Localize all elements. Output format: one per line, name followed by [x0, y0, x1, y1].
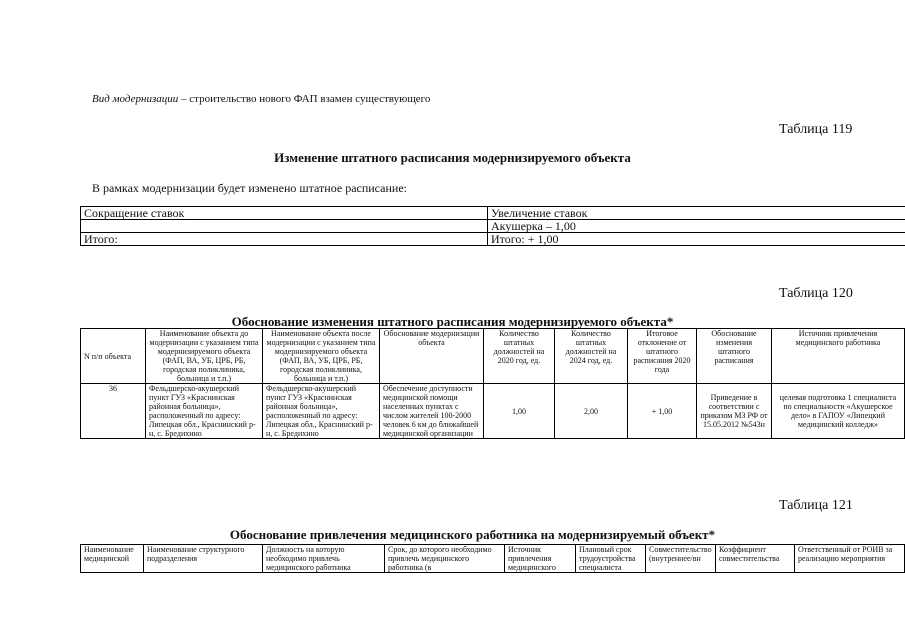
table-cell: целевая подготовка 1 специалиста по специальности «Акушерское дело» в ГАПОУ «Липецкий медицинский колледж»: [772, 384, 905, 439]
table-header-row: [81, 329, 905, 384]
table-cell: 36: [81, 384, 146, 439]
table-119-title: Изменение штатного расписания модернизируемого объекта: [274, 150, 631, 165]
column-header: Совместительство (внутреннее/вн: [646, 545, 716, 573]
table-cell: Итого: + 1,00: [488, 233, 905, 246]
staffing-change-table: [80, 206, 905, 246]
column-header: N п/п объекта: [81, 329, 146, 384]
modernization-type-line: [92, 93, 430, 105]
table-cell: Фельдшерско-акушерский пункт ГУЗ «Краснинская районная больница», расположенный по адресу: Липецкая обл., Краснинский р-н, с. Бредихино: [263, 384, 380, 439]
table-119-intro-text: В рамках модернизации будет изменено штатное расписание:: [92, 181, 407, 195]
column-header: Обоснование изменения штатного расписания: [697, 329, 772, 384]
column-header: Источник привлечения медицинского работника: [772, 329, 905, 384]
table-cell: [81, 220, 488, 233]
table-cell: Итого:: [81, 233, 488, 246]
column-header: Количество штатных должностей на 2024 год, ед.: [555, 329, 628, 384]
column-header: Наименование структурного подразделения: [144, 545, 263, 573]
column-header: Количество штатных должностей на 2020 год, ед.: [484, 329, 555, 384]
table-cell: Обеспечение доступности медицинской помощи населенных пунктах с числом жителей 100-2000 человек 6 км до ближайшей медицинской организации: [380, 384, 484, 439]
table-row: [81, 233, 905, 246]
modernization-type-label: Вид модернизации: [92, 93, 179, 105]
column-header: Ответственный от РОИВ за реализацию мероприятия: [795, 545, 905, 573]
table-cell: Сокращение ставок: [81, 207, 488, 220]
table-cell: + 1,00: [628, 384, 697, 439]
column-header: Наименование медицинской: [81, 545, 144, 573]
table-header-row: [81, 545, 905, 573]
table-cell: Увеличение ставок: [488, 207, 905, 220]
staffing-justification-table: [80, 328, 905, 439]
table-121-number: Таблица 121: [779, 498, 853, 513]
table-121-title: Обоснование привлечения медицинского работника на модернизируемый объект*: [229, 527, 716, 542]
column-header: Плановый срок трудоустройства специалиста: [576, 545, 646, 573]
table-row: [81, 220, 905, 233]
table-119-number: Таблица 119: [779, 122, 853, 137]
column-header: Должность на которую необходимо привлечь медицинского работника: [263, 545, 385, 573]
column-header: Итоговое отклонение от штатного расписания 2020 года: [628, 329, 697, 384]
column-header: Наименование объекта до модернизации с указанием типа модернизируемого объекта (ФАП, ВА, УБ, ЦРБ, РБ, городская поликлиника, больница и т.п.): [146, 329, 263, 384]
table-cell: Акушерка – 1,00: [488, 220, 905, 233]
table-row: [81, 207, 905, 220]
column-header: Срок, до которого необходимо привлечь медицинского работника (в: [385, 545, 505, 573]
table-cell: Приведение в соответствии с приказом МЗ РФ от 15.05.2012 №543н: [697, 384, 772, 439]
column-header: Наименование объекта после модернизации с указанием типа модернизируемого объекта (ФАП, ВА, УБ, ЦРБ, РБ, городская поликлиника, больница и т.п.): [263, 329, 380, 384]
table-120-number: Таблица 120: [779, 286, 853, 301]
column-header: Коэффициент совместительства: [716, 545, 795, 573]
modernization-type-value: – строительство нового ФАП взамен существующего: [178, 93, 431, 105]
worker-recruitment-table: [80, 544, 905, 573]
table-row: [81, 384, 905, 439]
table-120-title: Обоснование изменения штатного расписания модернизируемого объекта*: [231, 314, 674, 329]
table-cell: Фельдшерско-акушерский пункт ГУЗ «Краснинская районная больница», расположенный по адресу: Липецкая обл., Краснинский р-н, с. Бредихино: [146, 384, 263, 439]
column-header: Источник привлечения медицинского: [505, 545, 576, 573]
table-cell: 1,00: [484, 384, 555, 439]
table-cell: 2,00: [555, 384, 628, 439]
column-header: Обоснование модернизации объекта: [380, 329, 484, 384]
